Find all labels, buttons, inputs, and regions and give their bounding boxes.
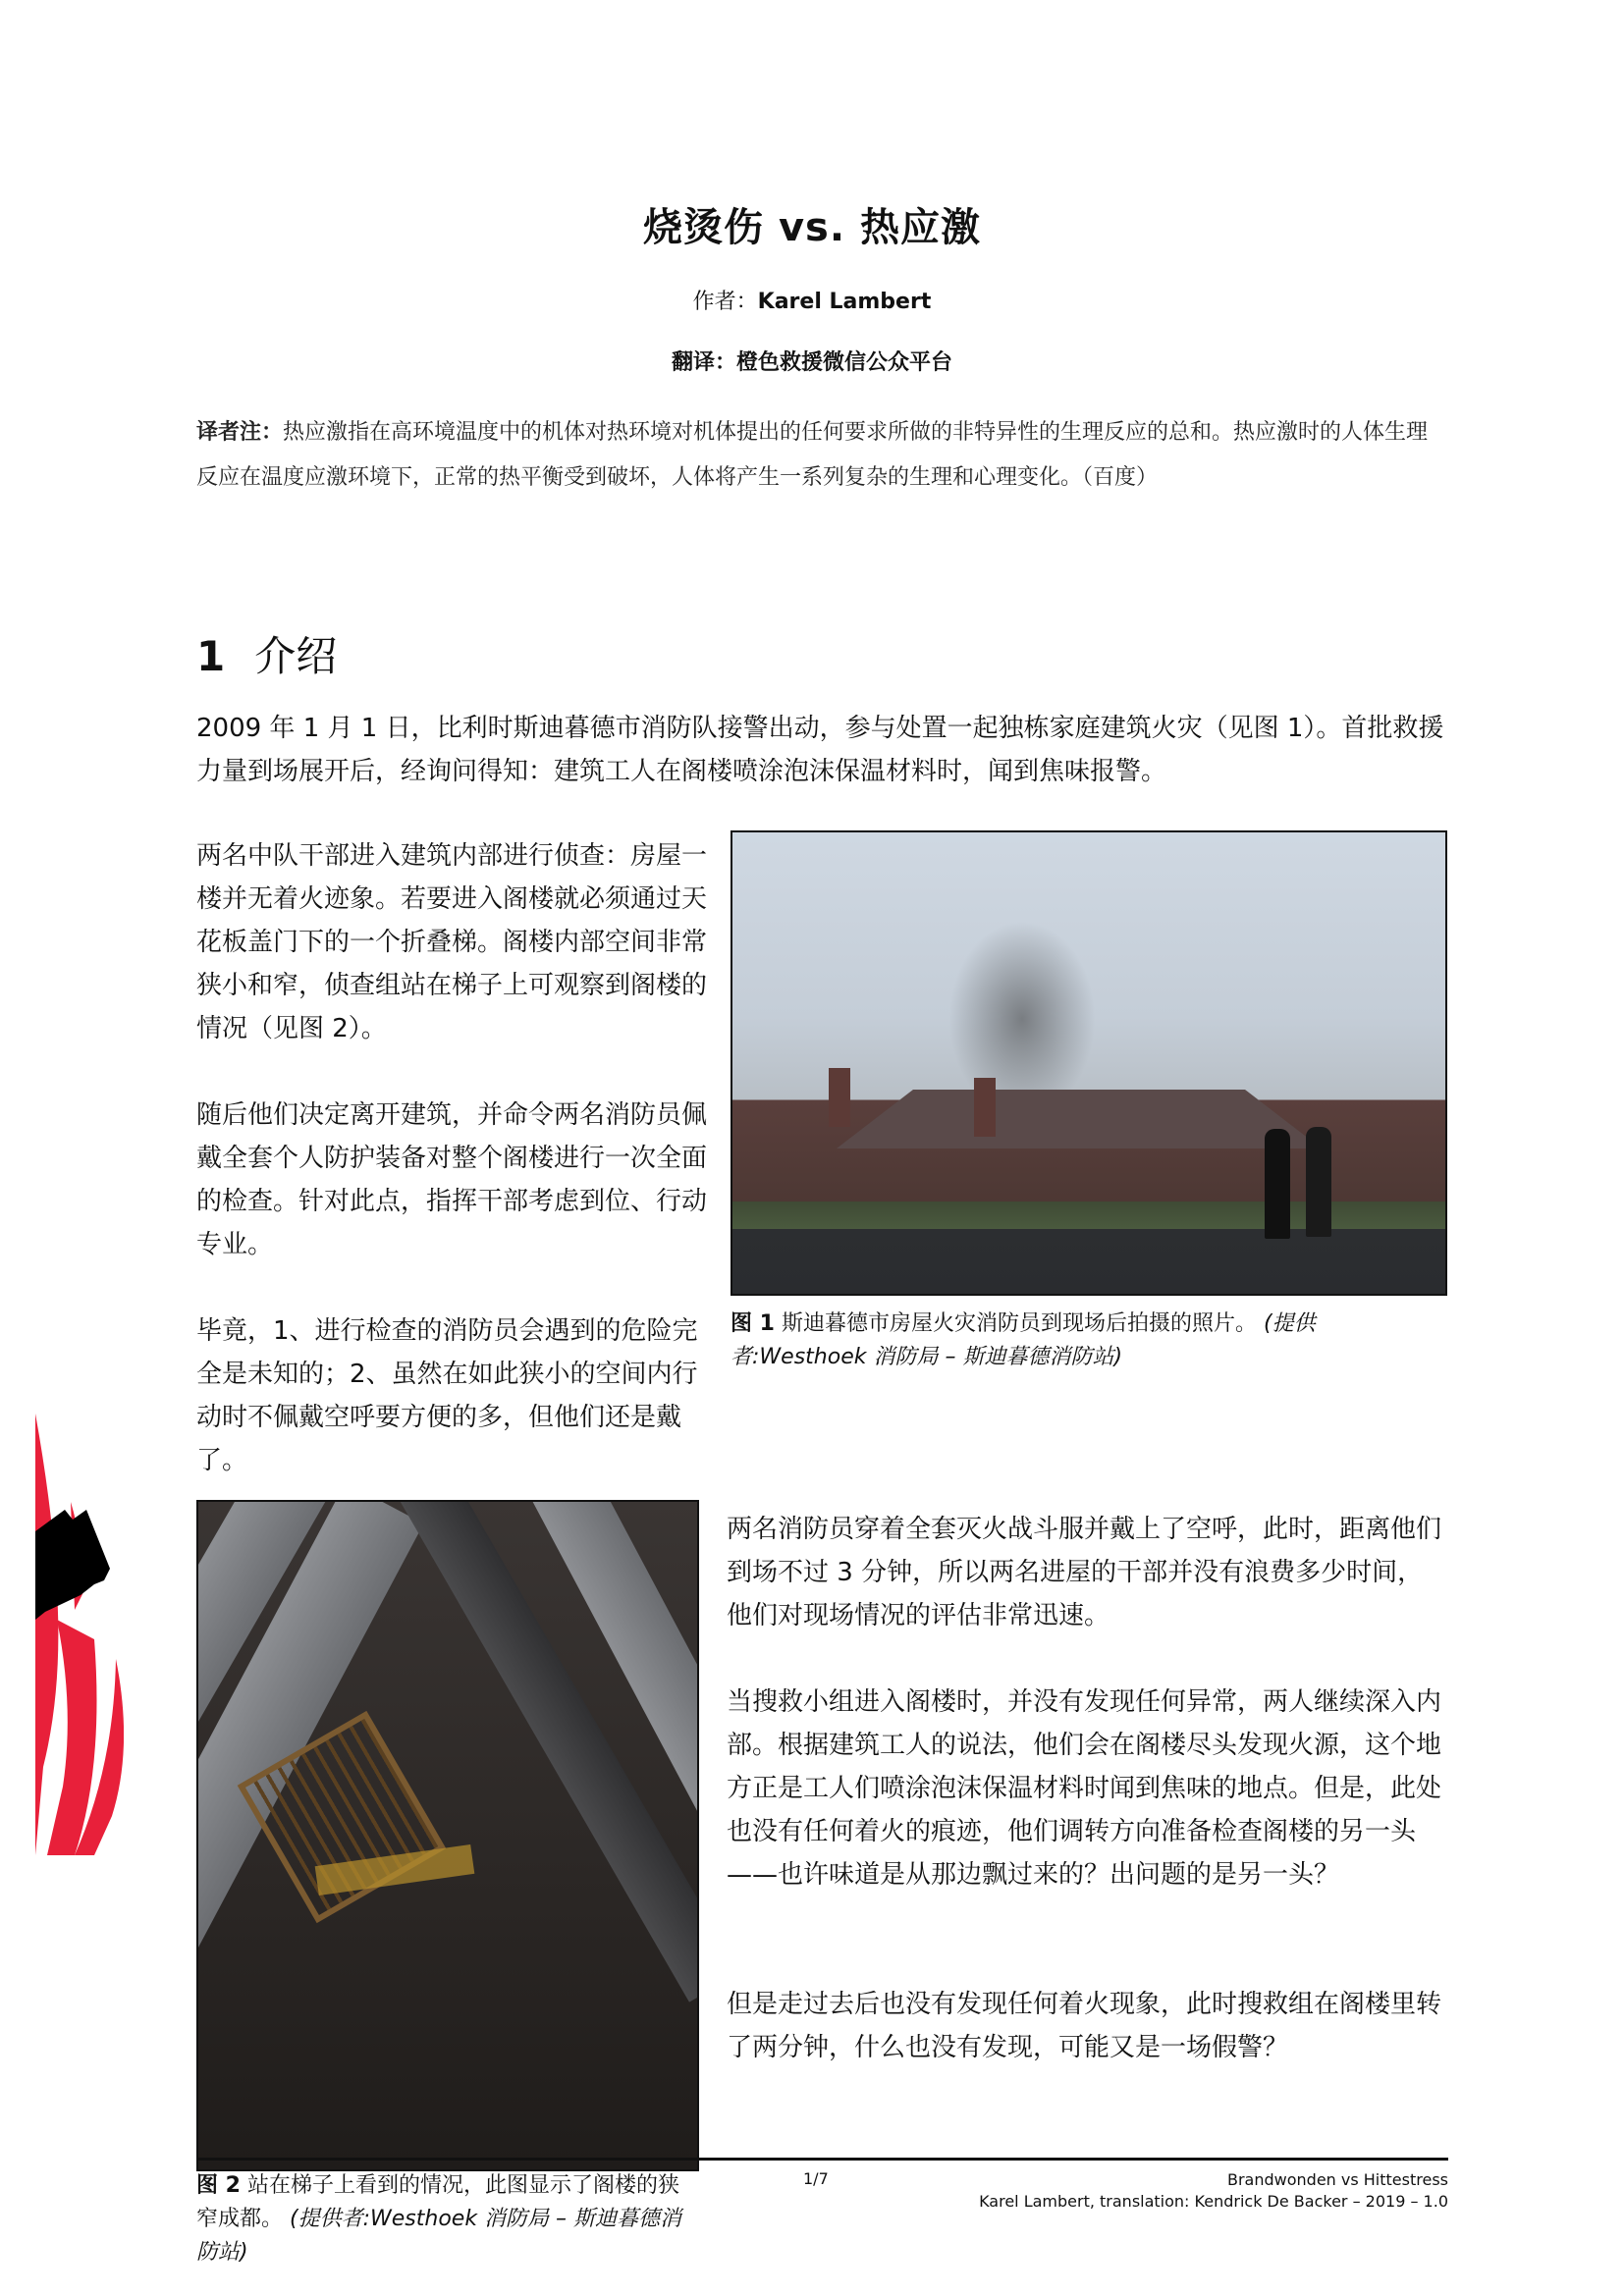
firefighter — [1306, 1127, 1331, 1237]
right-paragraph-1: 两名消防员穿着全套灭火战斗服并戴上了空呼，此时，距离他们到场不过 3 分钟，所以两名进屋的干部并没有浪费多少时间，他们对现场情况的评估非常迅速。 — [727, 1515, 1442, 1630]
footer-credits: Karel Lambert, translation: Kendrick De Backer – 2019 – 1.0 — [979, 2192, 1448, 2211]
page-number: 1/7 — [803, 2169, 829, 2188]
smoke — [948, 921, 1096, 1117]
left-paragraph-3: 毕竟，1、进行检查的消防员会遇到的危险完全是未知的；2、虽然在如此狭小的空间内行动时不佩戴空呼要方便的多，但他们还是戴了。 — [196, 1316, 698, 1475]
figure-2-caption — [196, 2169, 697, 2269]
figure-1-caption — [731, 1308, 1447, 1374]
footer-doc-title: Brandwonden vs Hittestress — [1226, 2170, 1448, 2189]
translator-note — [196, 410, 1443, 501]
figure-1-label: 图 1 — [731, 1311, 775, 1336]
chimney — [974, 1078, 996, 1137]
translator-note-text: 热应激指在高环境温度中的机体对热环境对机体提出的任何要求所做的非特异性的生理反应的总和。热应激时的人体生理反应在温度应激环境下，正常的热平衡受到破坏，人体将产生一系列复杂的生理和心理变化。（百度） — [196, 420, 1429, 490]
footer-info — [844, 2169, 1448, 2213]
figure-1-caption-text: 斯迪暮德市房屋火灾消防员到现场后拍摄的照片。 — [781, 1311, 1257, 1336]
flame-logo-icon — [35, 1394, 124, 1865]
house-roof — [811, 1090, 1322, 1148]
author-name: Karel Lambert — [757, 290, 932, 314]
left-paragraph-1: 两名中队干部进入建筑内部进行侦查：房屋一楼并无着火迹象。若要进入阁楼就必须通过天花板盖门下的一个折叠梯。阁楼内部空间非常狭小和窄，侦查组站在梯子上可观察到阁楼的情况（见图 2）。 — [196, 841, 708, 1043]
translator-line: 翻译：橙色救援微信公众平台 — [671, 350, 952, 375]
right-paragraph-2: 当搜救小组进入阁楼时，并没有发现任何异常，两人继续深入内部。根据建筑工人的说法，他们会在阁楼尽头发现火源，这个地方正是工人们喷涂泡沫保温材料时闻到焦味的地点。但是，此处也没有任何着火的痕迹，他们调转方向准备检查阁楼的另一头——也许味道是从那边飘过来的？出问题的是另一头？ — [727, 1687, 1442, 1890]
figure-1-photo — [731, 830, 1447, 1296]
chimney — [829, 1068, 850, 1127]
bystander — [1265, 1129, 1290, 1239]
section-title: 介绍 — [254, 632, 338, 680]
left-paragraph-2: 随后他们决定离开建筑，并命令两名消防员佩戴全套个人防护装备对整个阁楼进行一次全面的检查。针对此点，指挥干部考虑到位、行动专业。 — [196, 1100, 708, 1259]
figure-1-credit: (提供者:Westhoek 消防局 – 斯迪暮德消防站) — [731, 1311, 1316, 1369]
translator-note-label: 译者注： — [196, 420, 284, 445]
right-paragraph-3: 但是走过去后也没有发现任何着火现象，此时搜救组在阁楼里转了两分钟，什么也没有发现，可能又是一场假警？ — [727, 1990, 1442, 2062]
section-number: 1 — [196, 632, 226, 680]
figure-2-credit: (提供者:Westhoek 消防局 – 斯迪暮德消防站) — [196, 2207, 682, 2265]
figure-2-caption-text: 站在梯子上看到的情况，此图显示了阁楼的狭窄成都。 — [196, 2173, 679, 2231]
author-line — [0, 285, 1624, 315]
intro-paragraph: 2009 年 1 月 1 日，比利时斯迪暮德市消防队接警出动，参与处置一起独栋家庭建筑火灾（见图 1）。首批救援力量到场展开后，经询问得知：建筑工人在阁楼喷涂泡沫保温材料时，闻到焦味报警。 — [196, 714, 1444, 786]
rafter — [395, 1500, 699, 2002]
fence-rail — [732, 1294, 1445, 1296]
figure-2-label: 图 2 — [196, 2173, 241, 2198]
footer-divider — [196, 2158, 1448, 2161]
document-title: 烧烫伤 vs. 热应激 — [643, 205, 981, 250]
figure-2-photo — [196, 1500, 699, 2171]
author-label: 作者： — [692, 290, 758, 314]
section-heading — [196, 624, 337, 683]
